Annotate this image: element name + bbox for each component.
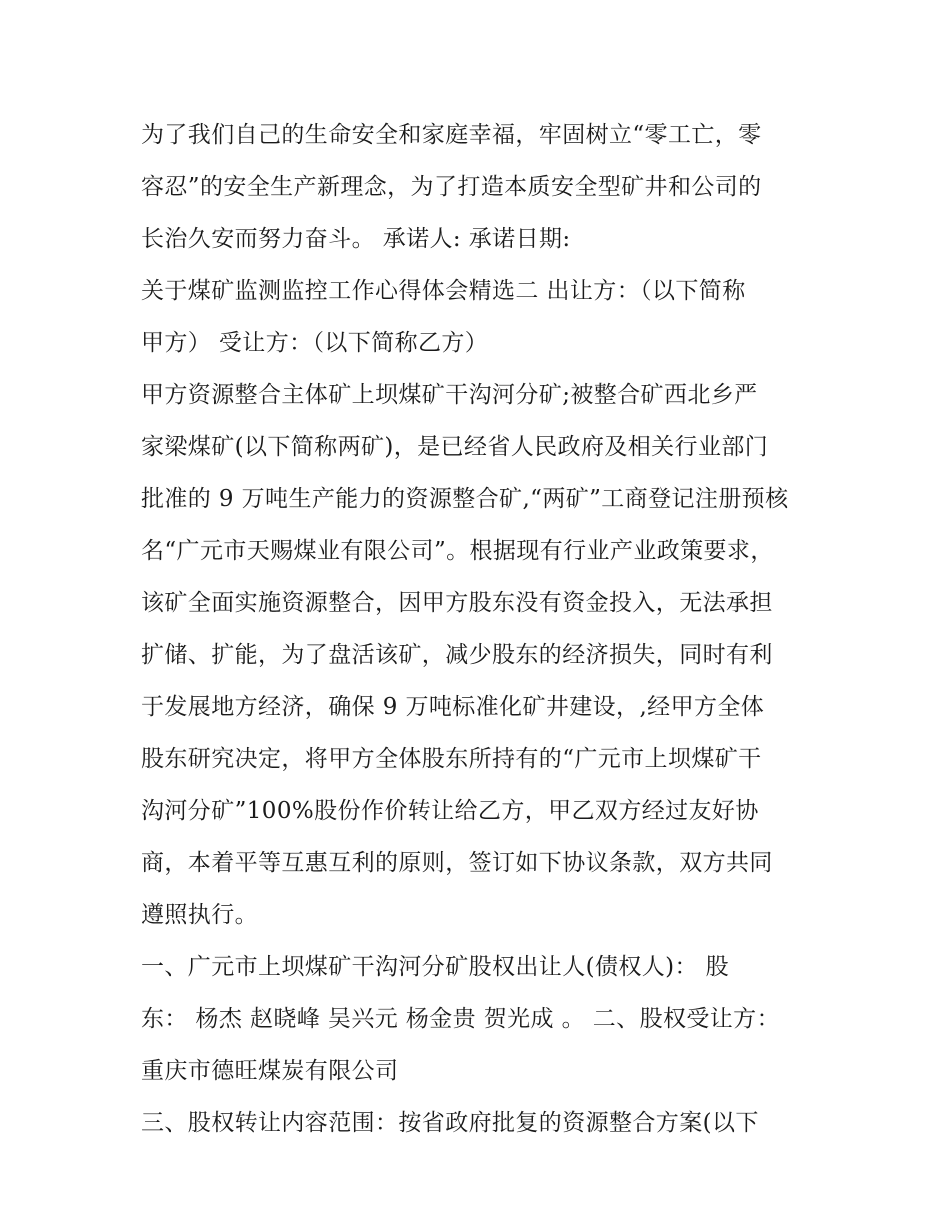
text-line-5: 甲方） 受让方：（以下简称乙方） [141, 330, 489, 356]
text-line-7: 家梁煤矿(以下简称两矿)，是已经省人民政府及相关行业部门 [141, 434, 769, 460]
text-line-20: 三、股权转让内容范围：按省政府批复的资源整合方案(以下 [141, 1110, 759, 1136]
text-line-13: 股东研究决定，将甲方全体股东所持有的“广元市上坝煤矿干 [141, 746, 762, 772]
text-line-6: 甲方资源整合主体矿上坝煤矿干沟河分矿;被整合矿西北乡严 [141, 382, 758, 408]
text-line-1: 为了我们自己的生命安全和家庭幸福，牢固树立“零工亡，零 [141, 122, 762, 148]
text-line-17: 一、广元市上坝煤矿干沟河分矿股权出让人(债权人)： 股 [141, 954, 730, 980]
text-line-14: 沟河分矿”100%股份作价转让给乙方，甲乙双方经过友好协 [141, 798, 759, 824]
text-line-4: 关于煤矿监测监控工作心得体会精选二 出让方：（以下简称 [141, 278, 746, 304]
text-line-10: 该矿全面实施资源整合，因甲方股东没有资金投入，无法承担 [141, 590, 773, 616]
text-line-12: 于发展地方经济，确保 9 万吨标准化矿井建设，,经甲方全体 [141, 694, 765, 720]
text-line-3: 长治久安而努力奋斗。 承诺人: 承诺日期: [141, 226, 571, 252]
document-body [141, 109, 821, 1149]
text-line-2: 容忍”的安全生产新理念，为了打造本质安全型矿井和公司的 [141, 174, 762, 200]
text-line-16: 遵照执行。 [141, 902, 258, 928]
text-line-9: 名“广元市天赐煤业有限公司”。根据现有行业产业政策要求， [141, 538, 774, 564]
text-line-15: 商，本着平等互惠互利的原则，签订如下协议条款，双方共同 [141, 850, 773, 876]
text-line-11: 扩储、扩能，为了盘活该矿，减少股东的经济损失，同时有利 [141, 642, 773, 668]
text-line-19: 重庆市德旺煤炭有限公司 [141, 1058, 399, 1084]
text-line-18: 东： 杨杰 赵晓峰 吴兴元 杨金贵 贺光成 。 二、股权受让方： [141, 1006, 780, 1032]
text-line-8: 批准的 9 万吨生产能力的资源整合矿,“两矿”工商登记注册预核 [141, 486, 789, 512]
